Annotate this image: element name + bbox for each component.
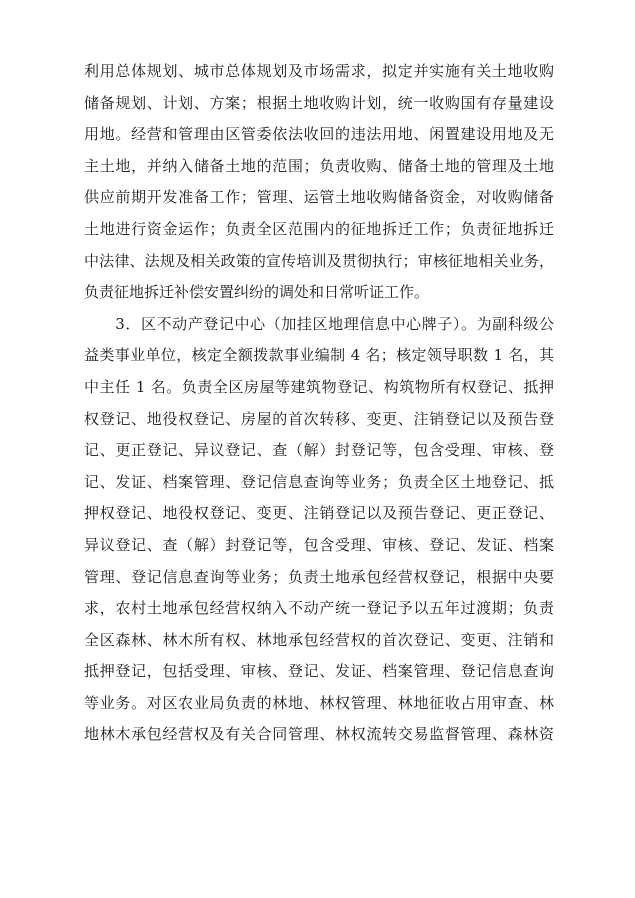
text-line: 供应前期开发准备工作；管理、运管土地收购储备资金，对收购储备 <box>84 188 554 207</box>
text-line: 管理、登记信息查询等业务；负责土地承包经营权登记，根据中央要 <box>84 567 554 586</box>
text-line: 益类事业单位，核定全额拨款事业编制 4 名；核定领导职数 1 名，其 <box>84 346 554 365</box>
text-line: 异议登记、查（解）封登记等，包含受理、审核、登记、发证、档案 <box>84 535 554 554</box>
text-line: 全区森林、林木所有权、林地承包经营权的首次登记、变更、注销和 <box>84 630 554 649</box>
text-line: 押权登记、地役权登记、变更、注销登记以及预告登记、更正登记、 <box>84 504 554 523</box>
text-line: 中法律、法规及相关政策的宣传培训及贯彻执行；审核征地相关业务， <box>84 251 554 270</box>
paragraph-end-line: 负责征地拆迁补偿安置纠纷的调处和日常听证工作。 <box>84 283 430 302</box>
text-line: 土地进行资金运作；负责全区范围内的征地拆迁工作；负责征地拆迁 <box>84 219 554 238</box>
text-line: 记、更正登记、异议登记、查（解）封登记等，包含受理、审核、登 <box>84 441 554 460</box>
text-line: 记、发证、档案管理、登记信息查询等业务；负责全区土地登记、抵 <box>84 472 554 491</box>
text-line: 利用总体规划、城市总体规划及市场需求，拟定并实施有关土地收购 <box>84 62 554 80</box>
text-line: 地林木承包经营权及有关合同管理、林权流转交易监督管理、森林资 <box>84 725 554 744</box>
document-body <box>84 56 554 751</box>
text-line: 中主任 1 名。负责全区房屋等建筑物登记、构筑物所有权登记、抵押 <box>84 377 554 396</box>
text-line: 等业务。对区农业局负责的林地、林权管理、林地征收占用审查、林 <box>84 693 554 712</box>
text-line: 权登记、地役权登记、房屋的首次转移、变更、注销登记以及预告登 <box>84 409 554 428</box>
text-line: 求，农村土地承包经营权纳入不动产统一登记予以五年过渡期；负责 <box>84 599 554 618</box>
text-line: 储备规划、计划、方案；根据土地收购计划，统一收购国有存量建设 <box>84 93 554 112</box>
text-line: 用地。经营和管理由区管委依法收回的违法用地、闲置建设用地及无 <box>84 125 554 144</box>
text-line: 抵押登记，包括受理、审核、登记、发证、档案管理、登记信息查询 <box>84 662 554 681</box>
section-3-heading-line: 3．区不动产登记中心（加挂区地理信息中心牌子）。为副科级公 <box>84 314 554 333</box>
text-line: 主土地，并纳入储备土地的范围；负责收购、储备土地的管理及土地 <box>84 156 554 175</box>
